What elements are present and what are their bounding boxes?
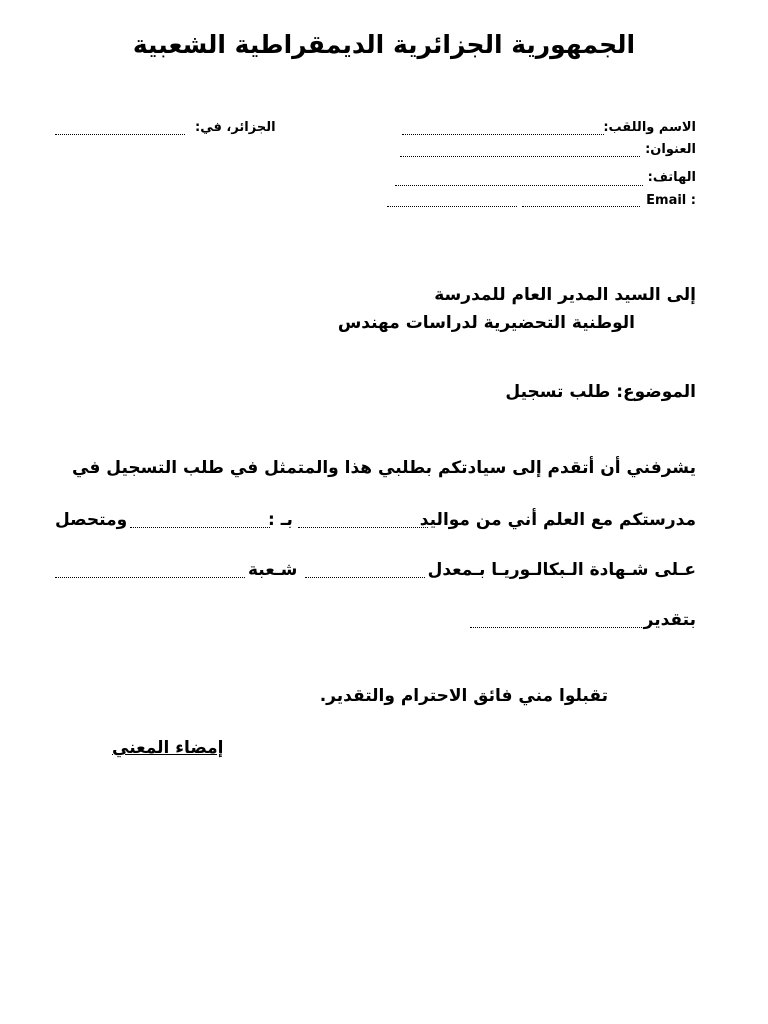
body-line-3-start: عـلى شـهادة الـبكالـوريـا بـمعدل	[427, 560, 696, 580]
name-field[interactable]	[402, 134, 604, 135]
address-label: العنوان:	[645, 142, 696, 157]
recipient-line-1: إلى السيد المدير العام للمدرسة	[434, 285, 696, 305]
average-field[interactable]	[305, 577, 425, 578]
page-title: الجمهورية الجزائرية الديمقراطية الشعبية	[132, 30, 636, 59]
body-line-3-mid: شـعبة	[248, 560, 298, 580]
signature-label: إمضاء المعني	[112, 738, 224, 758]
email-label: Email :	[646, 193, 696, 208]
body-line-2-start: مدرستكم مع العلم أني من مواليد	[419, 510, 696, 530]
subject-line: الموضوع: طلب تسجيل	[505, 382, 696, 402]
birth-date-field[interactable]	[298, 527, 428, 528]
grade-field[interactable]	[470, 627, 650, 628]
address-field[interactable]	[400, 156, 640, 157]
birth-place-field[interactable]	[130, 527, 270, 528]
stream-field[interactable]	[55, 577, 245, 578]
place-date-label: الجزائر، في:	[195, 120, 276, 135]
body-line-4: بتقدير	[643, 610, 696, 630]
email-field-part2[interactable]	[522, 206, 640, 207]
body-line-1: يشرفني أن أتقدم إلى سيادتكم بطلبي هذا والمتمثل في طلب التسجيل في	[72, 458, 696, 478]
phone-field[interactable]	[395, 185, 643, 186]
email-field-part1[interactable]	[387, 206, 517, 207]
phone-label: الهاتف:	[647, 170, 696, 185]
closing-line: تقبلوا مني فائق الاحترام والتقدير.	[319, 686, 608, 706]
body-line-2-mid: بـ :	[268, 510, 293, 530]
place-date-field[interactable]	[55, 134, 185, 135]
name-label: الاسم واللقب:	[603, 120, 696, 135]
body-line-2-end: ومتحصل	[55, 510, 128, 530]
recipient-line-2: الوطنية التحضيرية لدراسات مهندس	[337, 313, 635, 333]
